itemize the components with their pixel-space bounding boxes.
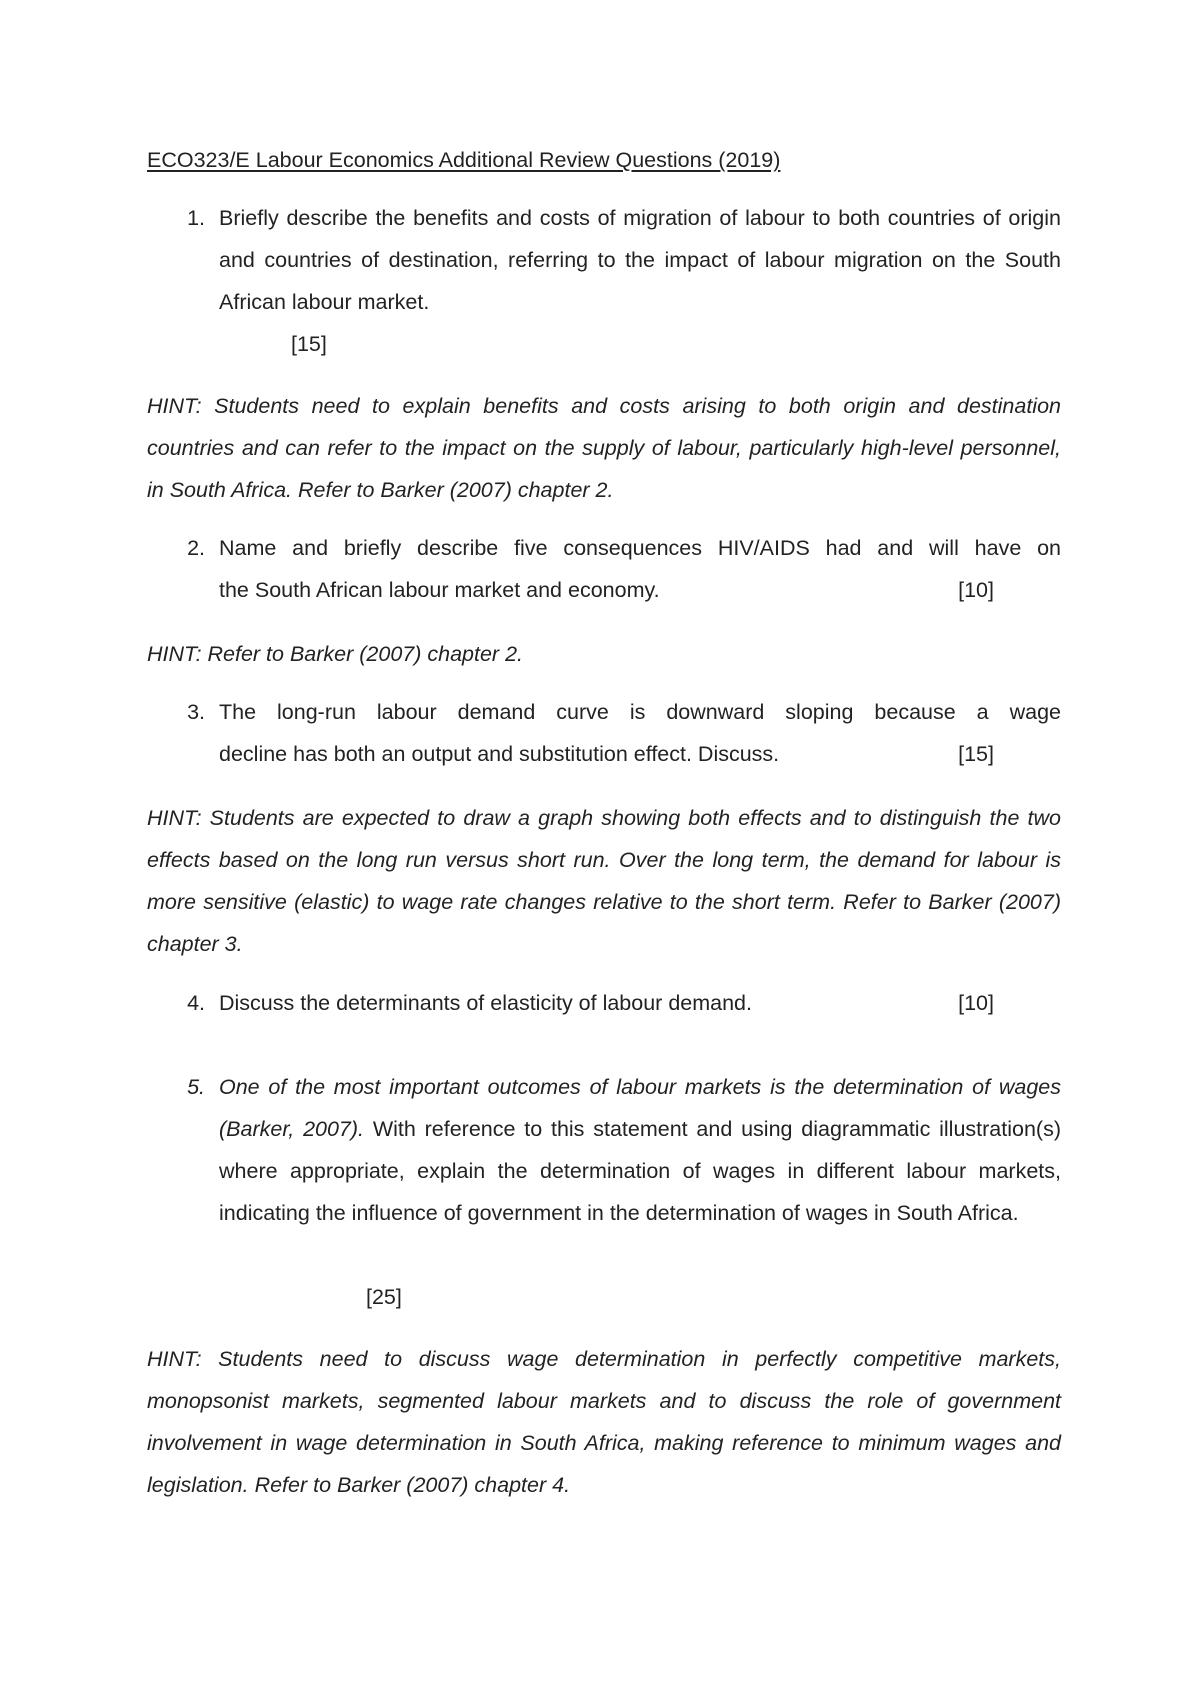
- question-number: 3.: [187, 700, 205, 724]
- question-text-line: The long-run labour demand curve is downward sloping because a wage: [219, 700, 1061, 724]
- question-text-fragment: the South African labour market and economy.: [219, 578, 660, 602]
- question-text-fragment: With reference to this statement and using diagrammatic illustration(s) where appropriate, explain the determination of wages in different labour markets, indicating the influence of government in the determination of wages in South Africa.: [219, 1117, 1061, 1225]
- document-title: ECO323/E Labour Economics Additional Review Questions (2019): [147, 148, 781, 172]
- question-text: [219, 527, 1061, 611]
- question-text: Briefly describe the benefits and costs of migration of labour to both countries of origin and countries of destination, referring to the impact of labour migration on the South African labour market.: [219, 206, 1061, 314]
- question-text-line: [219, 982, 994, 1024]
- question-number: 2.: [187, 536, 205, 560]
- question-text-line: [219, 569, 994, 611]
- question-text-line: [219, 733, 994, 775]
- question-hint: HINT: Students need to explain benefits and costs arising to both origin and destination countries and can refer to the impact on the supply of labour, particularly high-level personnel, in South Africa. Refer to Barker (2007) chapter 2.: [147, 394, 1061, 502]
- question-number: 1.: [187, 206, 205, 230]
- question-marks: [10]: [958, 578, 994, 602]
- question-text-fragment: Discuss the determinants of elasticity of labour demand.: [219, 991, 752, 1015]
- question-marks: [25]: [366, 1285, 402, 1309]
- question-text-fragment: decline has both an output and substitution effect. Discuss.: [219, 742, 780, 766]
- question-hint: HINT: Students need to discuss wage determination in perfectly competitive markets, monopsonist markets, segmented labour markets and to discuss the role of government involvement in wage determination in South Africa, making reference to minimum wages and legislation. Refer to Barker (2007) chapter 4.: [147, 1347, 1061, 1497]
- question-text-line: Name and briefly describe five consequences HIV/AIDS had and will have on: [219, 536, 1061, 560]
- question-hint: HINT: Refer to Barker (2007) chapter 2.: [147, 642, 523, 666]
- question-marks: [15]: [958, 742, 994, 766]
- question-number: 4.: [187, 991, 205, 1015]
- question-marks: [15]: [291, 332, 327, 356]
- question-marks: [10]: [958, 991, 994, 1015]
- question-hint: HINT: Students are expected to draw a graph showing both effects and to distinguish the two effects based on the long run versus short run. Over the long term, the demand for labour is more sensitive (elastic) to wage rate changes relative to the short term. Refer to Barker (2007) chapter 3.: [147, 806, 1061, 956]
- question-number: 5.: [187, 1075, 205, 1099]
- question-quote: One of the most important outcomes of labour markets is the determination of wages (Barker, 2007).: [219, 1075, 1061, 1141]
- question-text: [219, 982, 1061, 1024]
- question-text: [219, 1066, 1061, 1234]
- question-text: [219, 691, 1061, 775]
